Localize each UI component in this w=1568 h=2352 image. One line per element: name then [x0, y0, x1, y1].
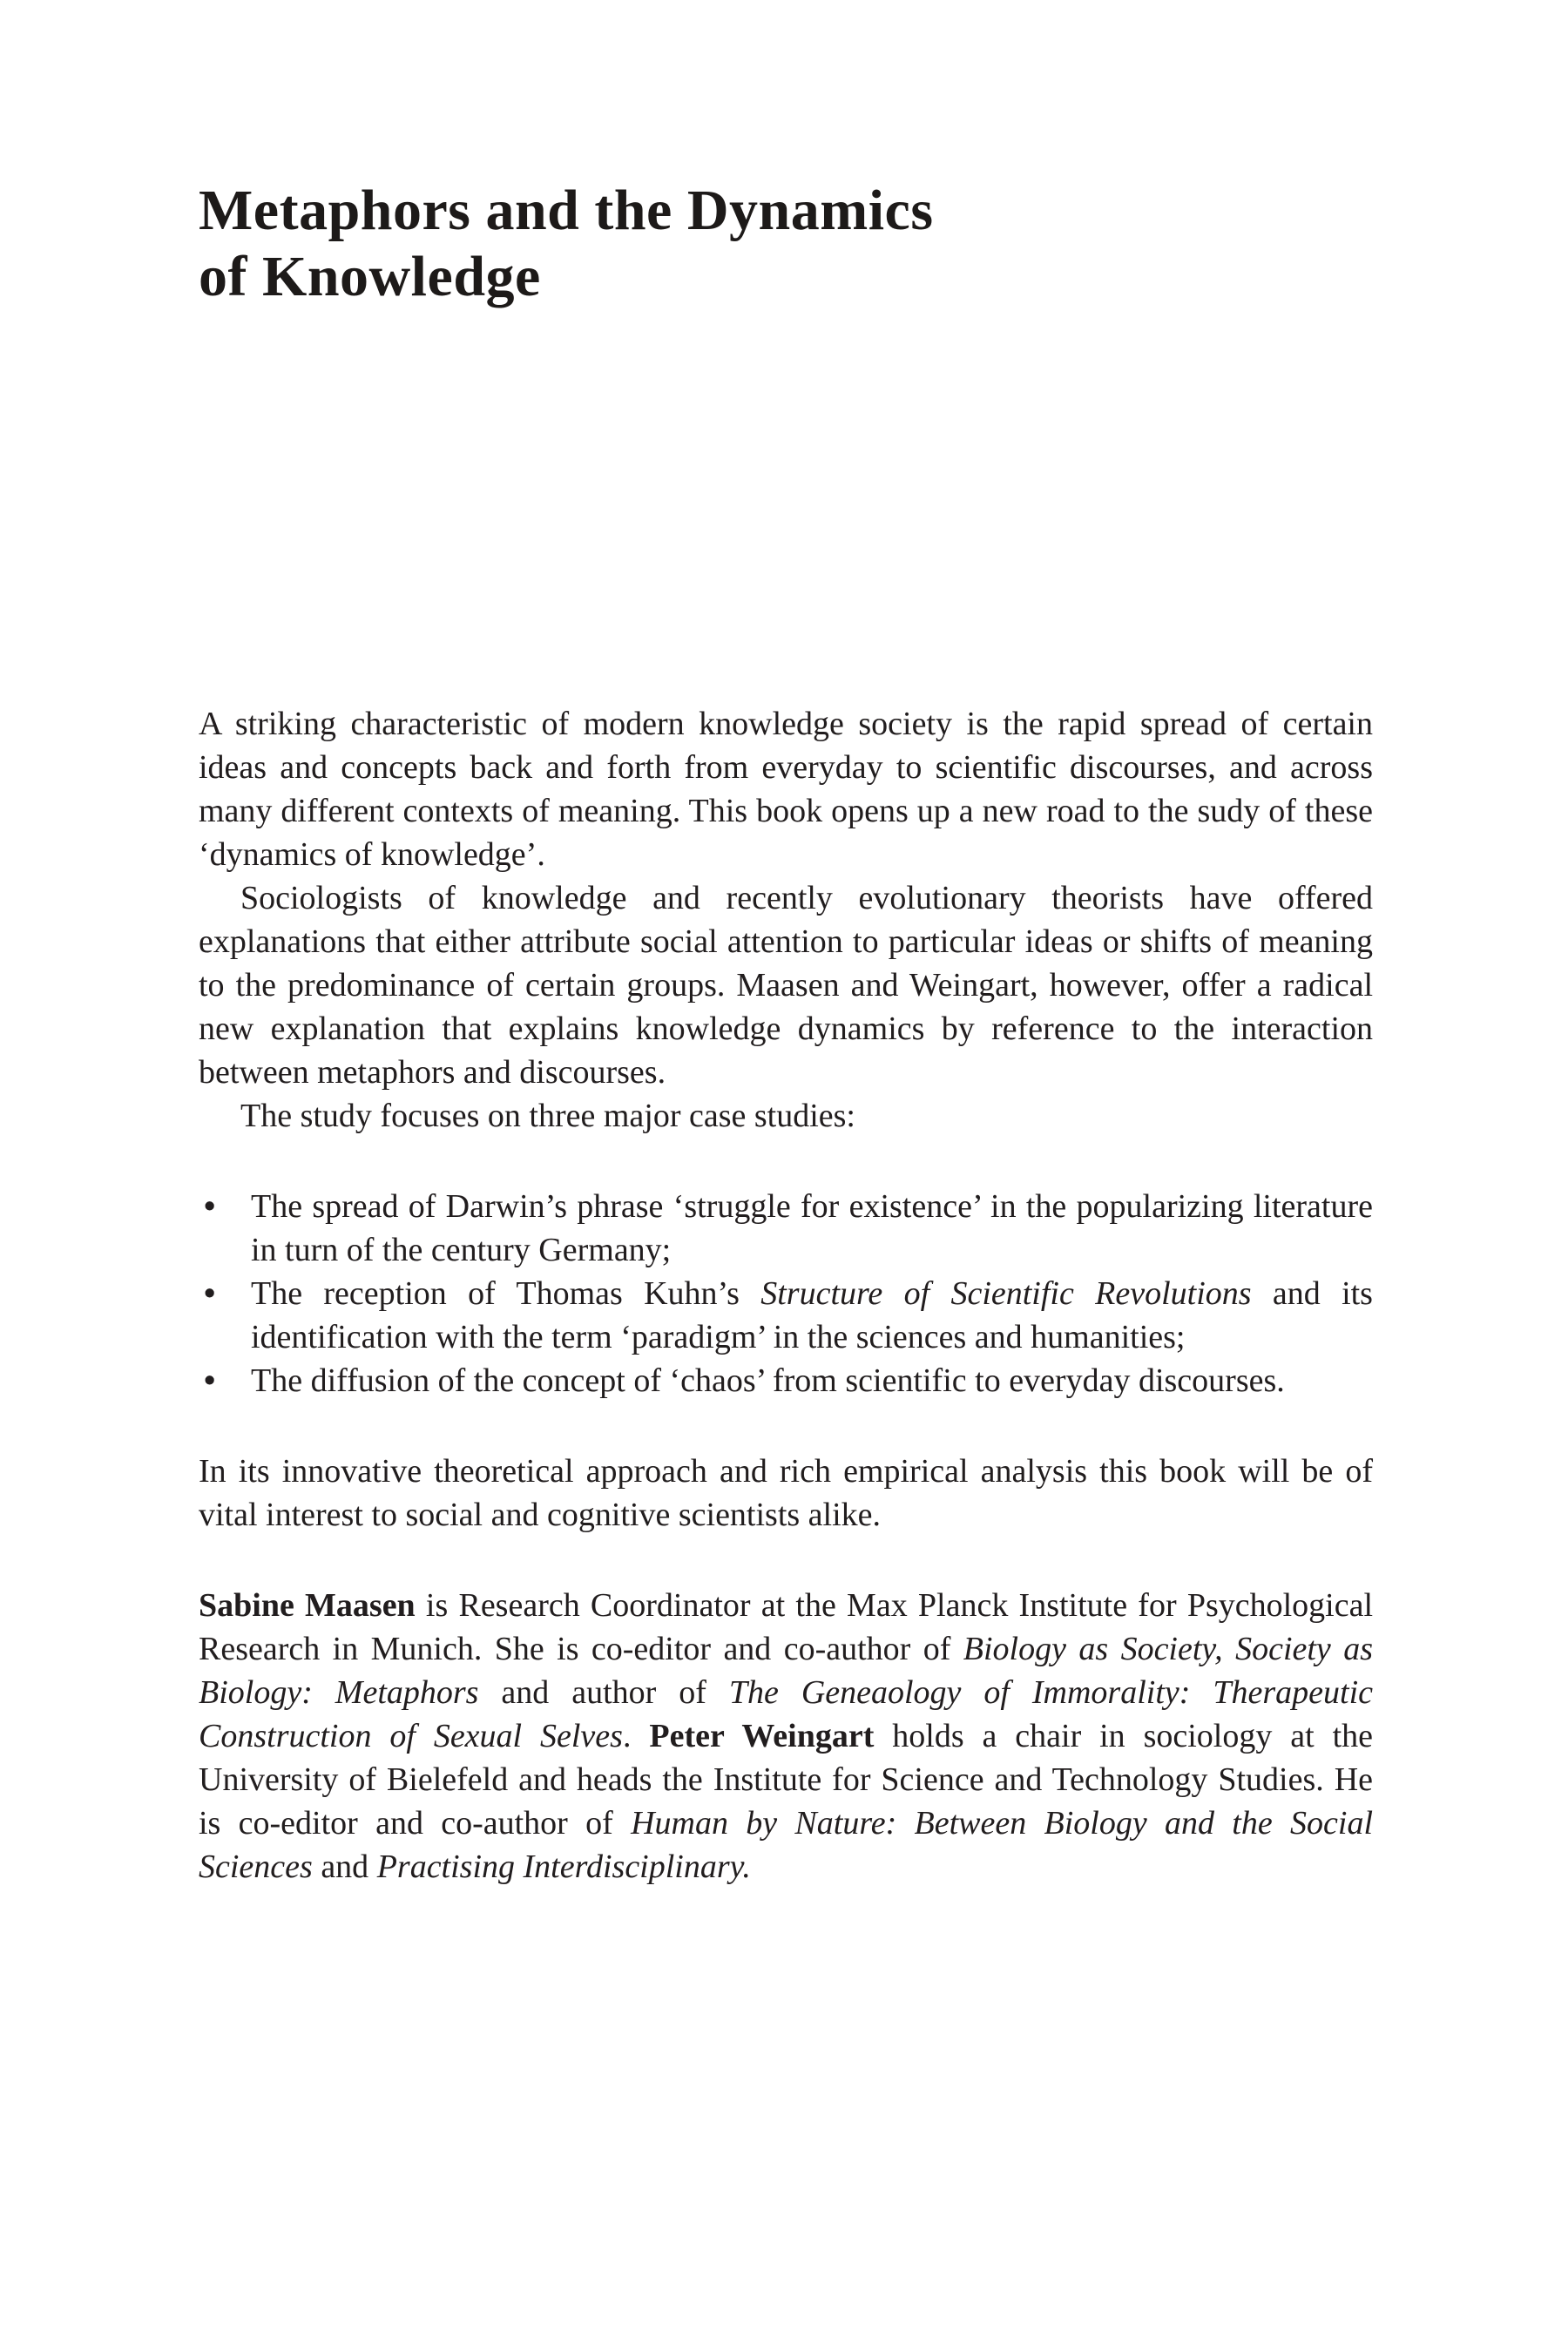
- bullet-icon: •: [204, 1188, 216, 1225]
- text-run: The spread of Darwin’s phrase ‘struggle for existence’ in the popularizing literature in turn of the century Germany;: [251, 1188, 1373, 1268]
- text-run: In its innovative theoretical approach and rich empirical analysis this book will be of vital interest to social and cognitive scientists alike.: [199, 1453, 1373, 1533]
- text-run-bold: Peter Weingart: [649, 1718, 875, 1754]
- text-run: A striking characteristic of modern knowledge society is the rapid spread of certain ideas and concepts back and forth from everyday to scientific discourses, and across many different contexts of meaning. This book opens up a new road to the sudy of these ‘dynamics of knowledge’.: [199, 706, 1373, 873]
- text-run-italic: The Geneaology of Immorality: Therapeutic Construction of Sexual Selves: [199, 1674, 1373, 1754]
- title-line-1: Metaphors and the Dynamics: [199, 179, 934, 242]
- text-run-italic: Biology as Society, Society as Biology: Metaphors: [199, 1631, 1373, 1711]
- paragraph-intro: [199, 702, 1373, 876]
- text-run-italic: Human by Nature: Between Biology and the Social Sciences: [199, 1805, 1374, 1885]
- text-run: The study focuses on three major case studies:: [240, 1098, 855, 1134]
- page-title: [199, 178, 1373, 310]
- title-line-2: of Knowledge: [199, 245, 541, 308]
- text-run: and: [312, 1848, 377, 1885]
- text-run: holds a chair in sociology at the University of Bielefeld and heads the Institute for Science and Technology Studies. He is co-editor and co-author of: [199, 1718, 1373, 1842]
- text-run-bold: Sabine Maasen: [199, 1587, 416, 1624]
- text-run: and its identification with the term ‘paradigm’ in the sciences and humanities;: [251, 1275, 1373, 1355]
- paragraph-study-focus: [199, 1094, 1373, 1138]
- list-item-chaos: [199, 1359, 1373, 1402]
- paragraph-explanations: [199, 876, 1373, 1094]
- paragraph-audience: [199, 1450, 1373, 1537]
- text-run: The diffusion of the concept of ‘chaos’ from scientific to everyday discourses.: [251, 1362, 1285, 1399]
- body-text: [199, 702, 1373, 1889]
- bullet-icon: •: [204, 1362, 216, 1399]
- bullet-icon: •: [204, 1275, 216, 1312]
- text-run-italic: Practising Interdisciplinary.: [376, 1848, 751, 1885]
- text-run: and author of: [478, 1674, 729, 1711]
- bullet-text-kuhn: [251, 1275, 1373, 1355]
- text-run: Sociologists of knowledge and recently evolutionary theorists have offered explanations that either attribute social attention to particular ideas or shifts of meaning to the predominance of certain groups. Maasen and Weingart, however, offer a radical new explanation that explains knowledge dynamics by reference to the interaction between metaphors and discourses.: [199, 880, 1373, 1091]
- paragraph-author-bios: [199, 1584, 1373, 1889]
- bullet-text-chaos: [251, 1362, 1285, 1399]
- list-item-kuhn: [199, 1272, 1373, 1359]
- list-item-darwin: [199, 1185, 1373, 1272]
- text-run: is Research Coordinator at the Max Planck Institute for Psychological Research in Munich. She is co-editor and co-author of: [199, 1587, 1374, 1667]
- case-studies-list: [199, 1185, 1373, 1402]
- text-run: .: [622, 1718, 650, 1754]
- text-run-italic: Structure of Scientific Revolutions: [760, 1275, 1252, 1312]
- bullet-text-darwin: [251, 1188, 1373, 1268]
- text-run: The reception of Thomas Kuhn’s: [251, 1275, 761, 1312]
